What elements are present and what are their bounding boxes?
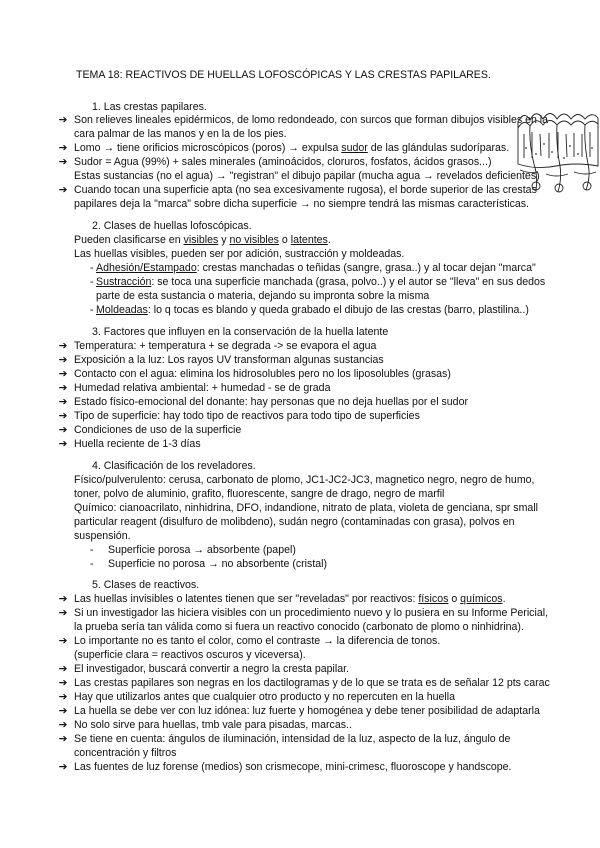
s1-sudor-underlined: sudor — [341, 142, 368, 154]
arrow-bullet-icon: ➔ — [58, 410, 68, 422]
s5-item-8: No solo sirve para huellas, tmb vale para pisadas, marcas.. — [74, 719, 352, 731]
s5-item-5: Las crestas papilares son negras en los dactilogramas y de lo que se trata es de señalar 12 pts carac — [74, 677, 550, 689]
s1-line-1b: cara palmar de las manos y en la de los pies. — [74, 128, 287, 140]
arrow-bullet-icon: ➔ — [58, 438, 68, 450]
arrow-bullet-icon: ➔ — [58, 677, 68, 689]
s2-p1-sep1: y — [218, 234, 230, 246]
s2-sustraccion-text: : se toca una superficie manchada (grasa, polvo..) y el autor se "lleva" en sus dedos — [151, 276, 546, 288]
s3-item: Huella reciente de 1-3 días — [74, 438, 201, 450]
arrow-bullet-icon: ➔ — [58, 368, 68, 380]
s5-fisicos: físicos — [418, 593, 449, 605]
dash-bullet: - — [90, 304, 94, 316]
arrow-bullet-icon: ➔ — [58, 156, 68, 168]
arrow-bullet-icon: ➔ — [58, 382, 68, 394]
s4-fisico-line-1: Físico/pulverulento: cerusa, carbonato de plomo, JC1-JC2-JC3, magnetico negro, negro de humo, — [74, 474, 535, 486]
arrow-bullet-icon: ➔ — [58, 719, 68, 731]
s2-visibles: visibles — [183, 234, 219, 246]
s2-item-moldeadas — [96, 303, 529, 317]
s3-item: Contacto con el agua: elimina los hidrosolubles pero no los liposolubles (grasas) — [74, 368, 451, 380]
s1-line-3: Sudor = Agua (99%) + sales minerales (aminoácidos, cloruros, fosfatos, ácidos grasos...) — [74, 156, 492, 168]
dash-bullet: - — [90, 276, 94, 288]
s4-no-porosa: Superficie no porosa → no absorbente (cristal) — [108, 558, 328, 570]
s2-latentes: latentes — [290, 234, 328, 246]
page-title: TEMA 18: REACTIVOS DE HUELLAS LOFOSCÓPICAS Y LAS CRESTAS PAPILARES. — [76, 69, 491, 81]
skin-cross-section-icon — [516, 104, 600, 196]
s1-line-1: Son relieves lineales epidérmicos, de lomo redondeado, con surcos que forman dibujos visibles en la — [74, 114, 549, 126]
dash-bullet: - — [90, 558, 94, 570]
s2-moldeadas-text: : lo q tocas es blando y queda grabado el dibujo de las crestas (barro, plastilina..) — [147, 304, 529, 316]
s2-adhesion-text: : crestas manchadas o teñidas (sangre, grasa..) y al tocar dejan "marca" — [196, 262, 536, 274]
dash-bullet: - — [90, 544, 94, 556]
s2-item-sustraccion — [96, 275, 545, 289]
arrow-bullet-icon: ➔ — [58, 663, 68, 675]
s2-adhesion-term: Adhesión/Estampado — [96, 262, 197, 274]
s1-line-4b: papilares deja la "marca" sobre dicha superficie → no siempre tendrá las mismas características. — [74, 198, 530, 210]
s2-paragraph-1 — [74, 233, 331, 247]
s5-item-3b: (superficie clara = reactivos oscuros y viceversa). — [74, 649, 306, 661]
section-4-heading: 4. Clasificación de los reveladores. — [92, 460, 256, 472]
arrow-bullet-icon: ➔ — [58, 635, 68, 647]
s4-quimico-line-3: suspensión. — [74, 530, 131, 542]
s5-item-4: El investigador, buscará convertir a negro la cresta papilar. — [74, 663, 349, 675]
s5-item-2b: la prueba sería tan válida como si fuera un reactivo conocido (carbonato de plomo o ninhidrina). — [74, 621, 524, 633]
s3-item: Temperatura: + temperatura + se degrada -> se evapora el agua — [74, 340, 377, 352]
s5-quimicos: químicos — [460, 593, 503, 605]
arrow-bullet-icon: ➔ — [58, 184, 68, 196]
arrow-bullet-icon: ➔ — [58, 114, 68, 126]
s2-item-adhesion — [96, 261, 536, 275]
s3-item: Humedad relativa ambiental: + humedad - se de grada — [74, 382, 331, 394]
s4-quimico-line-2: particular reagent (disulfuro de molibdeno), sudán negro (contaminadas con grasa), polvos en — [74, 516, 515, 528]
s5-item-9: Se tiene en cuenta: ángulos de iluminación, intensidad de la luz, aspecto de la luz, ángulo de — [74, 733, 511, 745]
s5-item-3: Lo importante no es tanto el color, como el contraste → la diferencia de tonos. — [74, 635, 441, 647]
section-5-heading: 5. Clases de reactivos. — [92, 579, 200, 591]
s2-item-sustraccion-b: parte de esta sustancia o materia, dejando su impronta sobre la misma — [96, 290, 430, 302]
s1-line-2-text: Lomo → tiene orificios microscópicos (poros) → expulsa — [74, 142, 342, 154]
s2-no-visibles: no visibles — [229, 234, 279, 246]
arrow-bullet-icon: ➔ — [58, 593, 68, 605]
arrow-bullet-icon: ➔ — [58, 761, 68, 773]
s1-line-3b: Estas sustancias (no el agua) → "registran" el dibujo papilar (mucha agua → revelados deficientes) — [74, 170, 540, 182]
section-1-heading: 1. Las crestas papilares. — [92, 101, 207, 113]
arrow-bullet-icon: ➔ — [58, 142, 68, 154]
s2-paragraph-2: Las huellas visibles, pueden ser por adición, sustracción y moldeadas. — [74, 248, 405, 260]
arrow-bullet-icon: ➔ — [58, 705, 68, 717]
s5-item-1 — [74, 592, 506, 606]
arrow-bullet-icon: ➔ — [58, 691, 68, 703]
s5-item-1-sep: o — [448, 593, 461, 605]
s5-item-6: Hay que utilizarlos antes que cualquier otro producto y no repercuten en la huella — [74, 691, 456, 703]
s5-item-9b: concentración y filtros — [74, 747, 177, 759]
s2-p1-text: Pueden clasificarse en — [74, 234, 184, 246]
s2-moldeadas-term: Moldeadas — [96, 304, 148, 316]
arrow-bullet-icon: ➔ — [58, 354, 68, 366]
s1-line-2 — [74, 141, 509, 155]
s5-item-1-end: . — [502, 593, 506, 605]
arrow-bullet-icon: ➔ — [58, 396, 68, 408]
arrow-bullet-icon: ➔ — [58, 424, 68, 436]
s4-porosa: Superficie porosa → absorbente (papel) — [108, 544, 296, 556]
arrow-bullet-icon: ➔ — [58, 607, 68, 619]
dash-bullet: - — [90, 262, 94, 274]
s3-item: Tipo de superficie: hay todo tipo de reactivos para todo tipo de superficies — [74, 410, 420, 422]
s5-item-7: La huella se debe ver con luz idónea: luz fuerte y homogénea y debe tener posibilidad de adaptarla — [74, 705, 540, 717]
s3-item: Condiciones de uso de la superficie — [74, 424, 242, 436]
s2-p1-end: . — [327, 234, 331, 246]
arrow-bullet-icon: ➔ — [58, 340, 68, 352]
s3-item: Estado físico-emocional del donante: hay personas que no deja huellas por el sudor — [74, 396, 468, 408]
s3-item: Exposición a la luz: Los rayos UV transforman algunas sustancias — [74, 354, 384, 366]
s2-sustraccion-term: Sustracción — [96, 276, 152, 288]
s5-item-10: Las fuentes de luz forense (medios) son crismecope, mini-crimesc, fluoroscope y handscope. — [74, 761, 512, 773]
s5-item-1-text: Las huellas invisibles o latentes tienen que ser "reveladas" por reactivos: — [74, 593, 419, 605]
s2-p1-sep2: o — [278, 234, 291, 246]
s1-line-4: Cuando tocan una superficie apta (no sea excesivamente rugosa), el borde superior de las crestas — [74, 184, 537, 196]
section-3-heading: 3. Factores que influyen en la conservación de la huella latente — [92, 326, 389, 338]
s4-quimico-line-1: Químico: cianoacrilato, ninhidrina, DFO, indandione, nitrato de plata, violeta de genciana, spr small — [74, 502, 539, 514]
section-2-heading: 2. Clases de huellas lofoscópicas. — [92, 220, 252, 232]
s5-item-2: Si un investigador las hiciera visibles con un procedimiento nuevo y lo pusiera en su Informe Pericial, — [74, 607, 549, 619]
s4-fisico-line-2: toner, polvo de aluminio, grafito, fluorescente, sangre de drago, negro de marfil — [74, 488, 445, 500]
s1-line-2-end: de las glándulas sudoríparas. — [367, 142, 510, 154]
arrow-bullet-icon: ➔ — [58, 733, 68, 745]
